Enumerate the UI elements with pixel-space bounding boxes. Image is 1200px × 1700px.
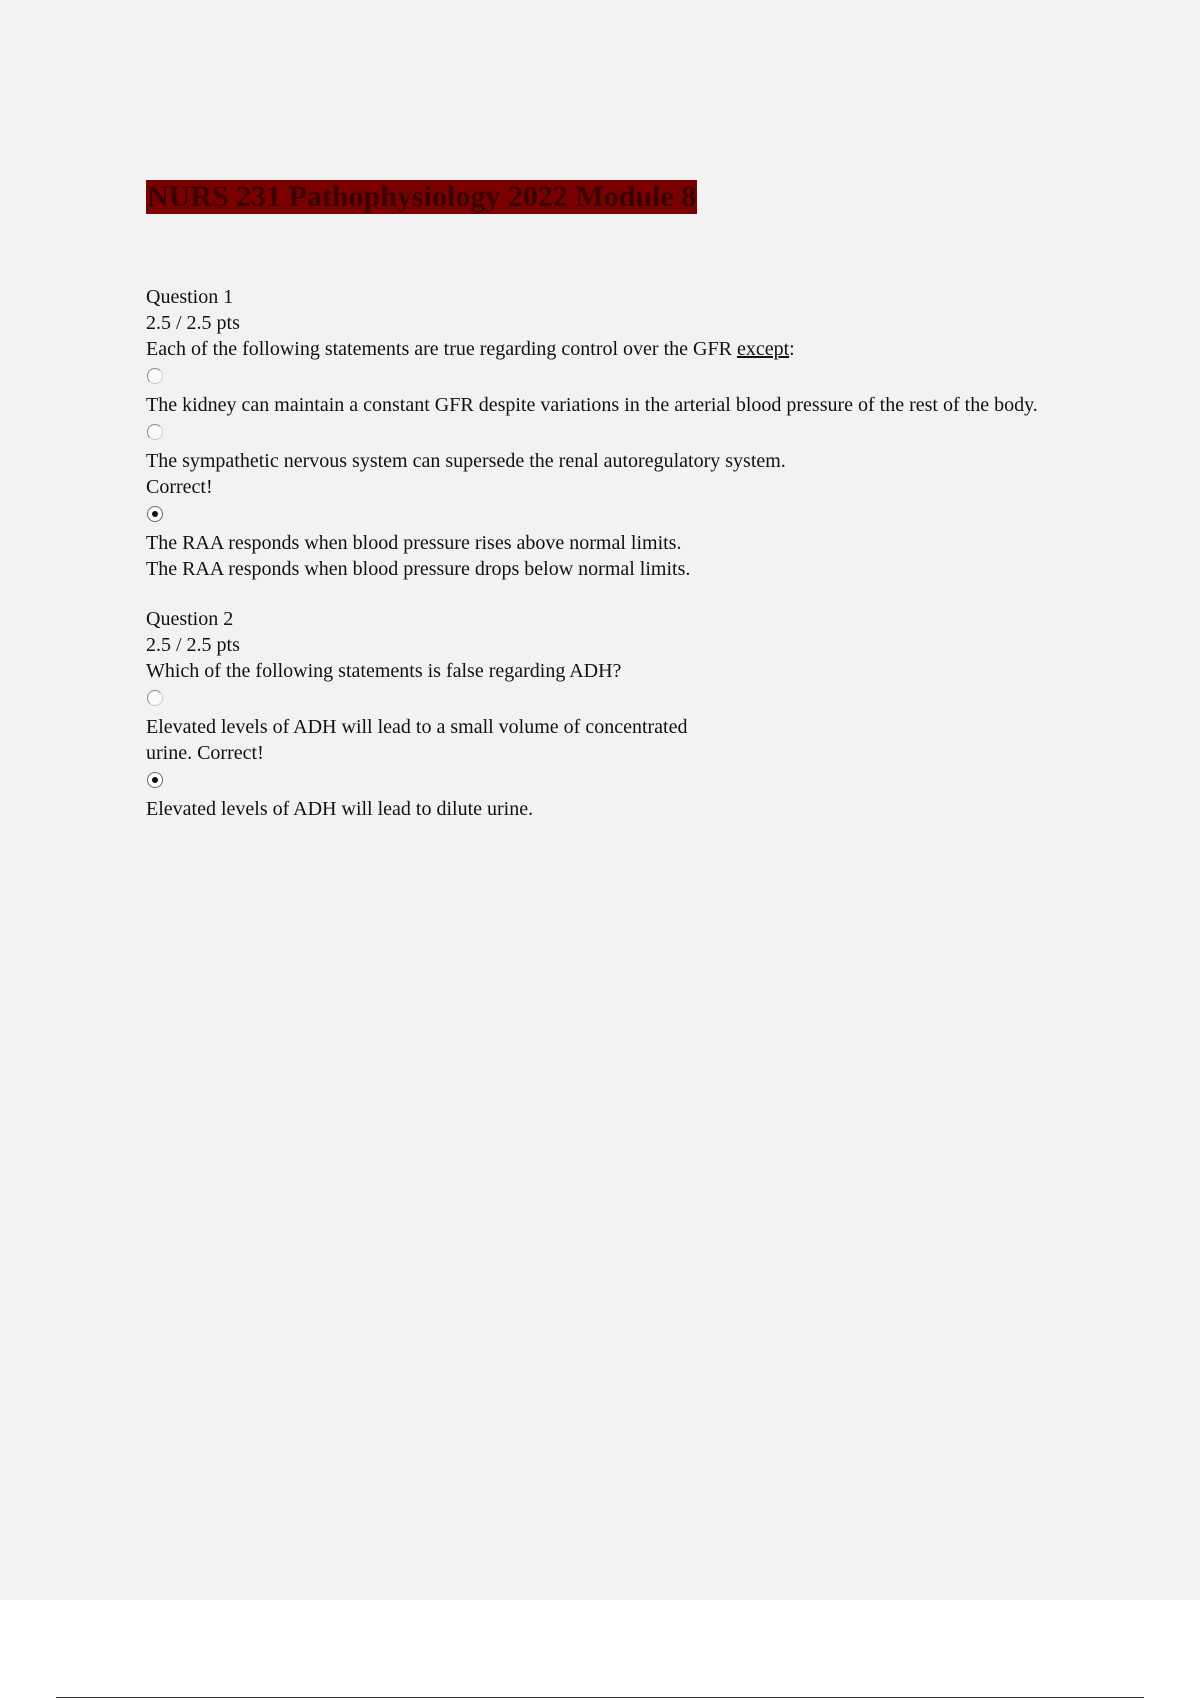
footer-divider [56, 1697, 1144, 1698]
prompt-emphasis: except [736, 338, 790, 360]
correct-label: Correct! [197, 742, 264, 764]
answer-option: Elevated levels of ADH will lead to dilute urine. [146, 798, 534, 820]
document-title: NURS 231 Pathophysiology 2022 Module 8 [147, 180, 697, 213]
radio-selected-icon[interactable] [147, 772, 163, 788]
question-points: 2.5 / 2.5 pts [146, 312, 240, 334]
prompt-punctuation: : [789, 338, 795, 360]
question-prompt [146, 336, 1096, 362]
answer-option: The sympathetic nervous system can supersede the renal autoregulatory system. [146, 450, 786, 472]
radio-unselected-icon[interactable] [147, 690, 163, 706]
document-content [146, 180, 1096, 822]
radio-unselected-icon[interactable] [147, 424, 163, 440]
question-points: 2.5 / 2.5 pts [146, 634, 240, 656]
radio-selected-icon[interactable] [147, 506, 163, 522]
answer-text: Elevated levels of ADH will lead to a small volume of concentrated urine. [146, 716, 688, 764]
prompt-text: Each of the following statements are true regarding control over the GFR [146, 338, 737, 360]
answer-option: The RAA responds when blood pressure rises above normal limits. [146, 532, 682, 554]
question-label: Question 2 [146, 608, 234, 630]
answer-option: The kidney can maintain a constant GFR despite variations in the arterial blood pressure of the rest of the body. [146, 394, 1038, 416]
question-prompt: Which of the following statements is false regarding ADH? [146, 660, 622, 682]
question-1 [146, 284, 1096, 582]
question-label: Question 1 [146, 286, 234, 308]
answer-option: The RAA responds when blood pressure drops below normal limits. [146, 558, 691, 580]
answer-option [146, 714, 706, 766]
question-2 [146, 606, 1096, 822]
radio-unselected-icon[interactable] [147, 368, 163, 384]
correct-label: Correct! [146, 476, 213, 498]
